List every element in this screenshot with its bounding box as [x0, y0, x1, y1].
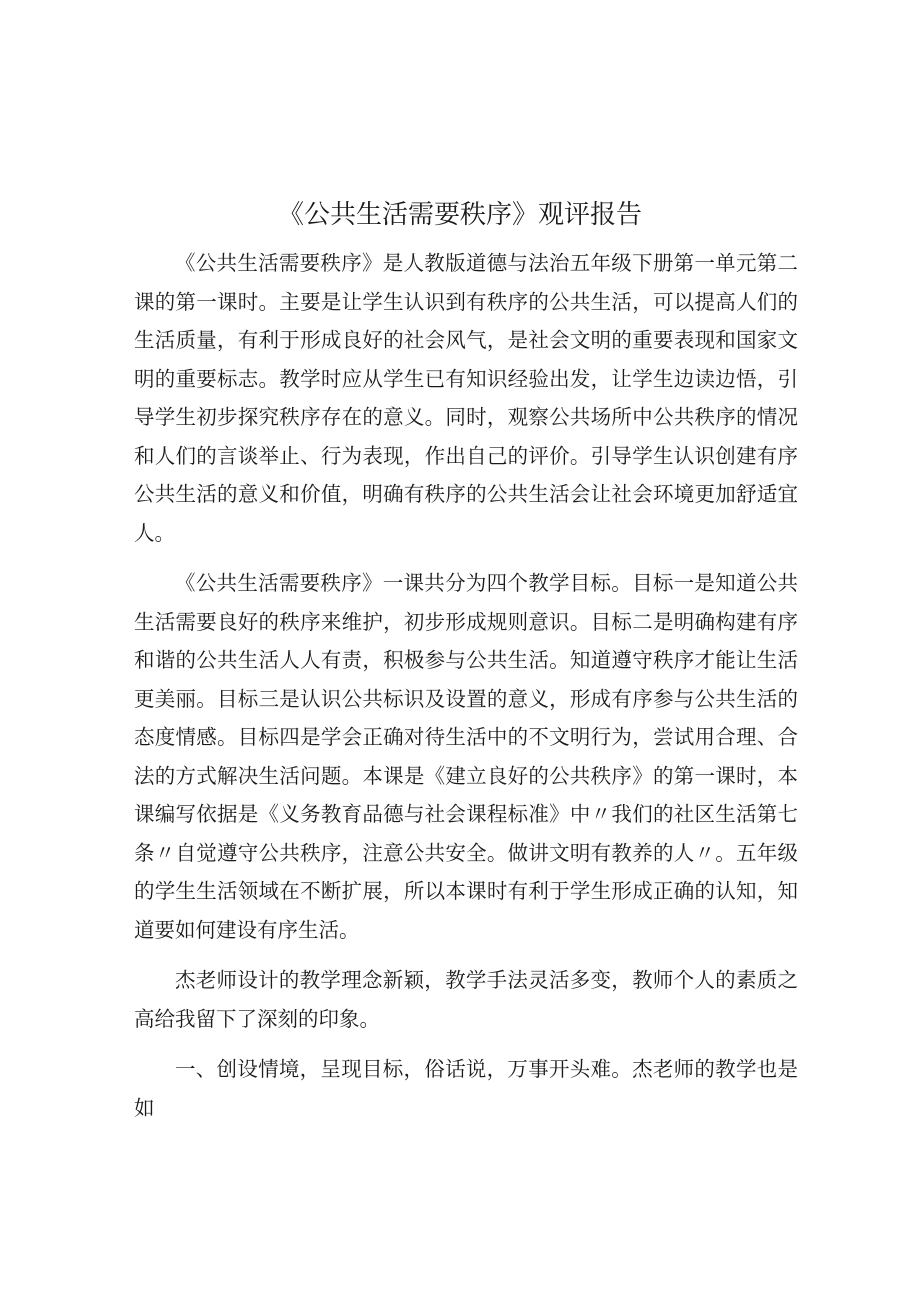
paragraph-1: 《公共生活需要秩序》是人教版道德与法治五年级下册第一单元第二课的第一课时。主要是让学生认识到有秩序的公共生活，可以提高人们的生活质量，有利于形成良好的社会风气，是社会文明的重要表现和国家文明的重要标志。教学时应从学生已有知识经验出发，让学生边读边悟，引导学生初步探究秩序存在的意义。同时，观察公共场所中公共秩序的情况和人们的言谈举止、行为表现，作出自己的评价。引导学生认识创建有序公共生活的意义和价值，明确有秩序的公共生活会让社会环境更加舒适宜人。	[134, 251, 798, 545]
document-title: 《公共生活需要秩序》观评报告	[277, 200, 642, 230]
paragraph-3: 杰老师设计的教学理念新颖，教学手法灵活多变，教师个人的素质之高给我留下了深刻的印象。	[134, 968, 798, 1031]
paragraph-2: 《公共生活需要秩序》一课共分为四个教学目标。目标一是知道公共生活需要良好的秩序来维护，初步形成规则意识。目标二是明确构建有序和谐的公共生活人人有责，积极参与公共生活。知道遵守秩序才能让生活更美丽。目标三是认识公共标识及设置的意义，形成有序参与公共生活的态度情感。目标四是学会正确对待生活中的不文明行为，尝试用合理、合法的方式解决生活问题。本课是《建立良好的公共秩序》的第一课时，本课编写依据是《义务教育品德与社会课程标准》中〃我们的社区生活第七条〃自觉遵守公共秩序，注意公共安全。做讲文明有教养的人〃。五年级的学生生活领域在不断扩展，所以本课时有利于学生形成正确的认知，知道要如何建设有序生活。	[134, 571, 798, 942]
paragraph-4: 一、创设情境，呈现目标，俗话说，万事开头难。杰老师的教学也是如	[134, 1057, 798, 1120]
document-body	[134, 244, 798, 1127]
